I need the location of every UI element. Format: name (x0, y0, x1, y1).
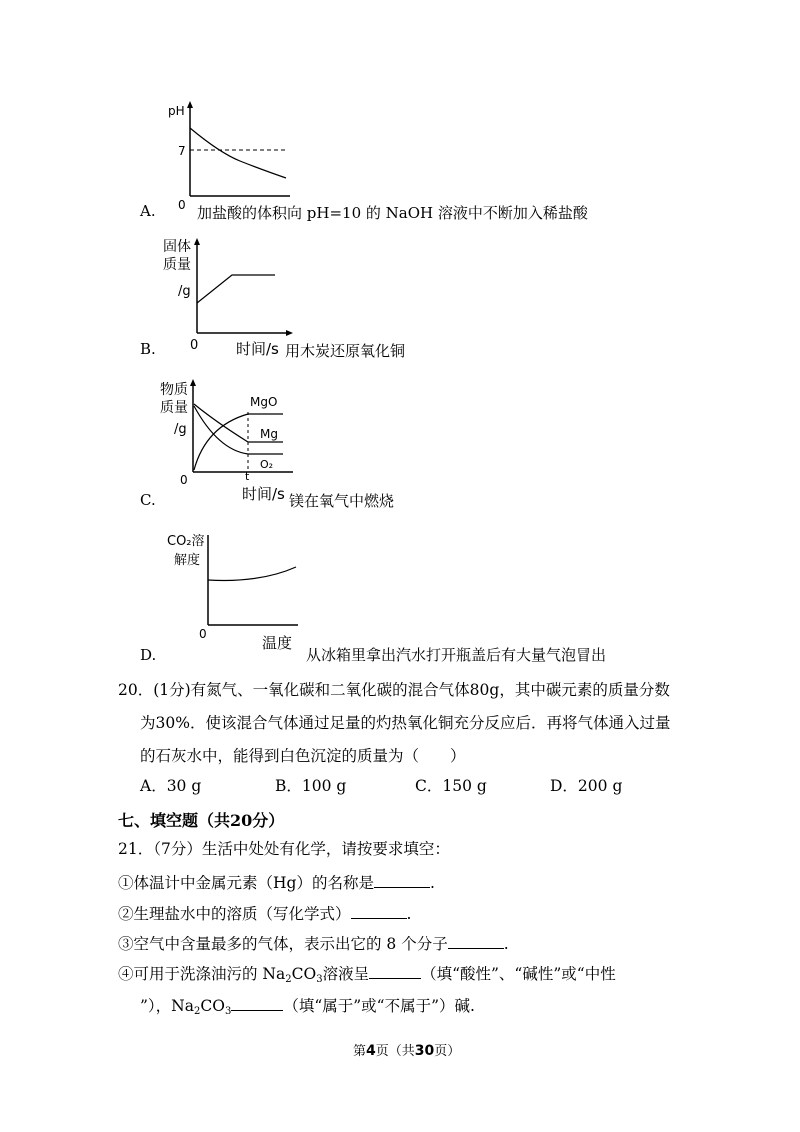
y-label-2: 解度 (174, 553, 201, 568)
series-mgo: MgO (250, 395, 278, 409)
option-b-xlabel: 时间/s (236, 340, 279, 358)
q21-item-5-text-c: （填“属于”或“不属于”）碱. (283, 997, 475, 1015)
q21-item-4-text-a: ④可用于洗涤油污的 Na (118, 965, 286, 983)
q20-line-1: 20．(1分)有氮气、一氧化碳和二氧化碳的混合气体80g，其中碳元素的质量分数 (118, 681, 670, 699)
option-c-xlabel: 时间/s (242, 485, 285, 503)
chart-b (160, 237, 300, 342)
x-tick-t: t (245, 470, 250, 483)
page-total: 30 (414, 1043, 435, 1059)
y-arrow (190, 379, 196, 386)
q20-choice-c: C．150 g (415, 777, 487, 795)
option-d-origin: 0 (199, 627, 207, 641)
origin: 0 (178, 198, 186, 212)
q21-item-5-text-b: CO (200, 997, 225, 1015)
y-label: pH (168, 104, 185, 118)
q21-item-2: ②生理盐水中的溶质（写化学式） . (118, 905, 412, 923)
chart-a (160, 98, 300, 213)
y-label-1: CO₂溶 (167, 534, 205, 549)
q21-item-4-text-c: 溶液呈 (322, 965, 370, 983)
chart-c (158, 378, 308, 490)
q21-item-4-text-b: CO (291, 965, 317, 983)
y-arrow (194, 238, 200, 245)
option-b-desc: 用木炭还原氧化铜 (285, 342, 406, 360)
q21-item-5-text-a: ”），Na (140, 997, 194, 1015)
y-label-1: 物质 (160, 382, 188, 398)
y-label-3: /g (174, 422, 187, 437)
q20-line-2: 为30%．使该混合气体通过足量的灼热氧化铜充分反应后．再将气体通入过量 (140, 714, 671, 732)
q21-item-3: ③空气中含量最多的气体，表示出它的 8 个分子 . (118, 935, 509, 953)
q21-stem: 21．（7分）生活中处处有化学，请按要求填空： (118, 840, 450, 858)
chart-d (165, 530, 305, 630)
option-d-xlabel: 温度 (262, 634, 293, 652)
y-label-2: 质量 (163, 257, 191, 273)
y-tick-7: 7 (178, 144, 186, 158)
q20-choice-d: D．200 g (550, 777, 623, 795)
option-c-desc: 镁在氧气中燃烧 (289, 492, 395, 510)
q21-item-4: ④可用于洗涤油污的 $Na_2CO_3$溶液呈 （填“酸性”、“碱性”或“中性 (118, 965, 616, 985)
option-a-desc: 向 pH=10 的 NaOH 溶液中不断加入稀盐酸 (287, 204, 588, 222)
answer-blank-2[interactable] (351, 904, 407, 919)
origin: 0 (180, 473, 188, 487)
option-c-letter: C. (140, 491, 156, 509)
q20-line-3: 的石灰水中，能得到白色沉淀的质量为（ ） (140, 747, 466, 765)
option-b-origin: 0 (190, 338, 199, 353)
y-arrow (187, 101, 193, 108)
y-label-1: 固体 (163, 239, 191, 255)
series-mg: Mg (260, 427, 278, 441)
q21-item-3-text: ③空气中含量最多的气体，表示出它的 8 个分子 (118, 935, 448, 953)
option-d-letter: D. (140, 646, 157, 664)
option-a-letter: A. (140, 202, 156, 220)
answer-blank-4[interactable] (369, 964, 421, 979)
q20-choice-b: B．100 g (275, 777, 347, 795)
ph-curve (190, 128, 286, 178)
page-number: 4 (366, 1043, 376, 1059)
answer-blank-1[interactable] (374, 873, 430, 888)
option-a-xlabel: 加盐酸的体积 (197, 204, 288, 222)
solubility-curve (208, 567, 296, 580)
x-arrow (286, 330, 293, 336)
y-label-2: 质量 (160, 400, 188, 416)
mass-line (197, 275, 275, 303)
series-o2: O₂ (260, 458, 274, 471)
option-b-letter: B. (140, 340, 156, 358)
option-d-desc: 从冰箱里拿出汽水打开瓶盖后有大量气泡冒出 (306, 646, 607, 664)
q21-item-4-cont: ”），$Na_2CO_3$ （填“属于”或“不属于”）碱. (140, 997, 475, 1017)
answer-blank-3[interactable] (448, 934, 504, 949)
answer-blank-5[interactable] (231, 996, 283, 1011)
section-heading: 七、填空题（共20分） (118, 811, 285, 830)
q21-item-2-text: ②生理盐水中的溶质（写化学式） (118, 905, 351, 923)
q21-item-4-text-d: （填“酸性”、“碱性”或“中性 (421, 965, 616, 983)
q20-choice-a: A．30 g (140, 777, 202, 795)
page-footer: 第4页（共30页） (353, 1043, 461, 1059)
y-label-3: /g (178, 284, 191, 299)
q21-item-1-text: ①体温计中金属元素（Hg）的名称是 (118, 874, 374, 892)
q21-item-1: ①体温计中金属元素（Hg）的名称是 . (118, 874, 435, 892)
